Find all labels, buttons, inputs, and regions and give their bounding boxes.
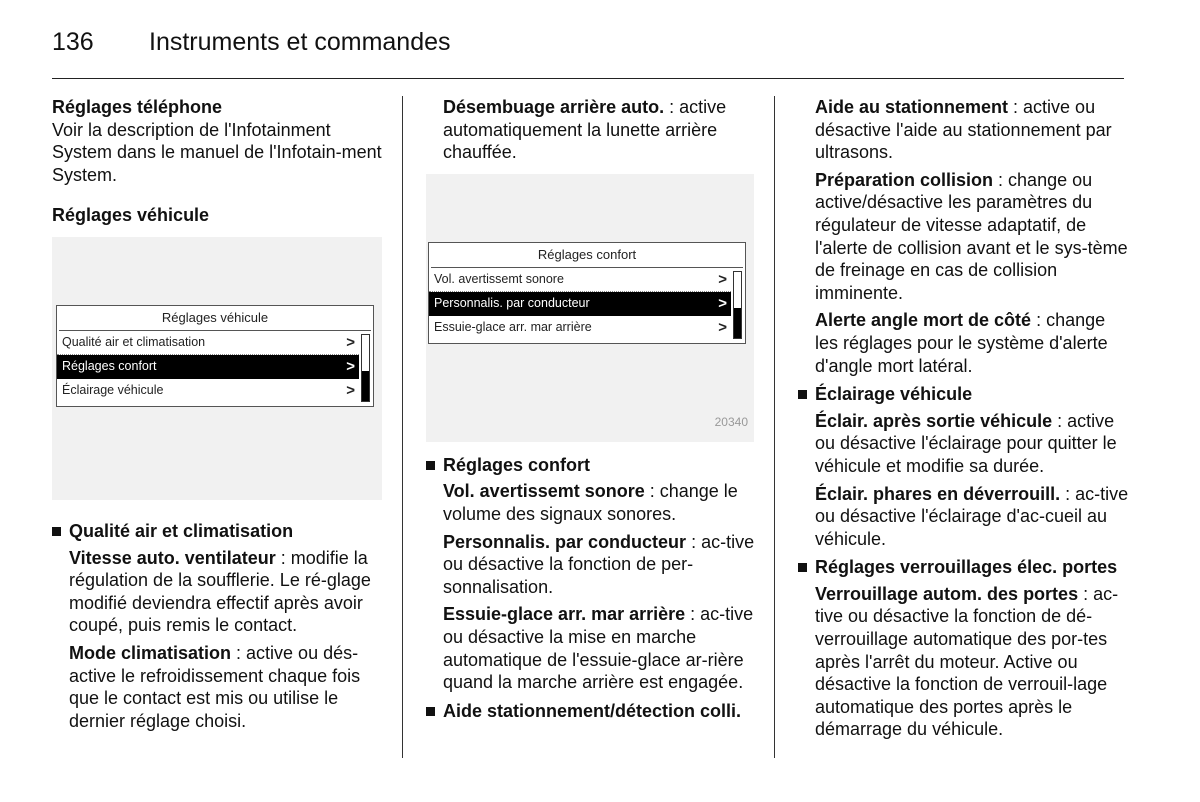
- bullet-square-icon: [798, 563, 807, 572]
- menu-row-selected[interactable]: Personnalis. par conducteur >: [429, 292, 731, 316]
- page-title: Instruments et commandes: [149, 28, 451, 56]
- scrollbar[interactable]: [733, 271, 742, 339]
- desembuage-item: Désembuage arrière auto. : active automatiquement la lunette arrière chauffée.: [443, 97, 727, 163]
- column-divider-2: [774, 96, 775, 758]
- column-2: [426, 96, 756, 722]
- bullet-square-icon: [426, 461, 435, 470]
- chevron-right-icon: >: [718, 270, 727, 288]
- heading-reglages-vehicule: Réglages véhicule: [52, 205, 210, 226]
- menu-row[interactable]: Vol. avertissemt sonore >: [429, 268, 731, 292]
- scrollbar-thumb[interactable]: [362, 371, 369, 401]
- aide-stationnement-item: Aide au stationnement : active ou désactive l'aide au stationnement par ultrasons.: [815, 97, 1112, 163]
- telephone-text: Voir la description de l'Infotainment System dans le manuel de l'Infotain-ment System.: [52, 119, 382, 185]
- bullet-square-icon: [52, 527, 61, 536]
- personnalisation-item: Personnalis. par conducteur : ac-tive ou désactive la fonction de per-sonnalisation.: [443, 531, 755, 597]
- bullet-square-icon: [426, 707, 435, 716]
- bullet-verrouillages: Réglages verrouillages élec. portes: [798, 556, 1133, 579]
- alerte-angle-mort-item: Alerte angle mort de côté : change les réglages pour le système d'alerte d'angle mort latéral.: [815, 310, 1108, 376]
- mode-climatisation-item: Mode climatisation : active ou dés-active le refroidissement chaque fois que le contact est mis ou utilise le dernier réglage choisi.: [69, 642, 361, 731]
- eclairage-phares-item: Éclair. phares en déverrouill. : ac-tive ou désactive l'éclairage d'ac-cueil au véhicule.: [815, 483, 1129, 549]
- page-header: [52, 26, 1124, 79]
- bullet-eclairage-vehicule: Éclairage véhicule: [798, 383, 1133, 406]
- bullet-aide-stationnement: Aide stationnement/détection colli.: [426, 700, 756, 723]
- chevron-right-icon: >: [346, 381, 355, 399]
- screen-title: Réglages confort: [431, 243, 743, 268]
- scrollbar-thumb[interactable]: [734, 308, 741, 338]
- figure-number: 20340: [714, 415, 748, 430]
- vehicle-settings-figure: [52, 237, 382, 500]
- scrollbar[interactable]: [361, 334, 370, 402]
- bullet-square-icon: [798, 390, 807, 399]
- menu-row[interactable]: Essuie-glace arr. mar arrière >: [429, 316, 731, 339]
- menu-row[interactable]: Qualité air et climatisation >: [57, 331, 359, 355]
- chevron-right-icon: >: [718, 318, 727, 336]
- column-1: [52, 96, 387, 732]
- heading-reglages-telephone: Réglages téléphone: [52, 97, 223, 117]
- preparation-collision-item: Préparation collision : change ou active/désactive les paramètres du régulateur de vitesse adaptatif, de l'alerte de collision avant et le sys-tème de freinage en cas de collision imminente.: [815, 169, 1128, 303]
- page-number: 136: [52, 28, 94, 56]
- comfort-settings-figure: [426, 174, 754, 442]
- column-3: [798, 96, 1133, 741]
- chevron-right-icon: >: [346, 357, 355, 375]
- menu-row-selected[interactable]: Réglages confort >: [57, 355, 359, 379]
- verrouillage-portes-item: Verrouillage autom. des portes : ac-tive ou désactive la fonction de dé-verrouillage automatique des por-tes après l'arrêt du moteur. Active ou désactive la fonction de verrouil-lage automatique des portes après le démarrage du véhicule.: [815, 583, 1119, 740]
- essuie-glace-item: Essuie-glace arr. mar arrière : ac-tive ou désactive la mise en marche automatique de l'essuie-glace ar-rière quand la marche arrière est engagée.: [443, 604, 754, 693]
- comfort-settings-screen: [428, 242, 746, 344]
- chevron-right-icon: >: [346, 333, 355, 351]
- bullet-qualite-air: Qualité air et climatisation: [52, 520, 387, 543]
- chevron-right-icon: >: [718, 294, 727, 312]
- vol-avertissement-item: Vol. avertissemt sonore : change le volume des signaux sonores.: [443, 481, 738, 524]
- bullet-reglages-confort: Réglages confort: [426, 454, 756, 477]
- column-divider-1: [402, 96, 403, 758]
- vehicle-settings-screen: [56, 305, 374, 407]
- screen-title: Réglages véhicule: [59, 306, 371, 331]
- vitesse-ventilateur-item: Vitesse auto. ventilateur : modifie la régulation de la soufflerie. Le ré-glage modifié deviendra effectif après avoir coupé, puis remis le contact.: [69, 547, 371, 636]
- eclairage-sortie-item: Éclair. après sortie véhicule : active ou désactive l'éclairage pour quitter le véhicule et modifie sa durée.: [815, 410, 1117, 476]
- menu-row[interactable]: Éclairage véhicule >: [57, 379, 359, 402]
